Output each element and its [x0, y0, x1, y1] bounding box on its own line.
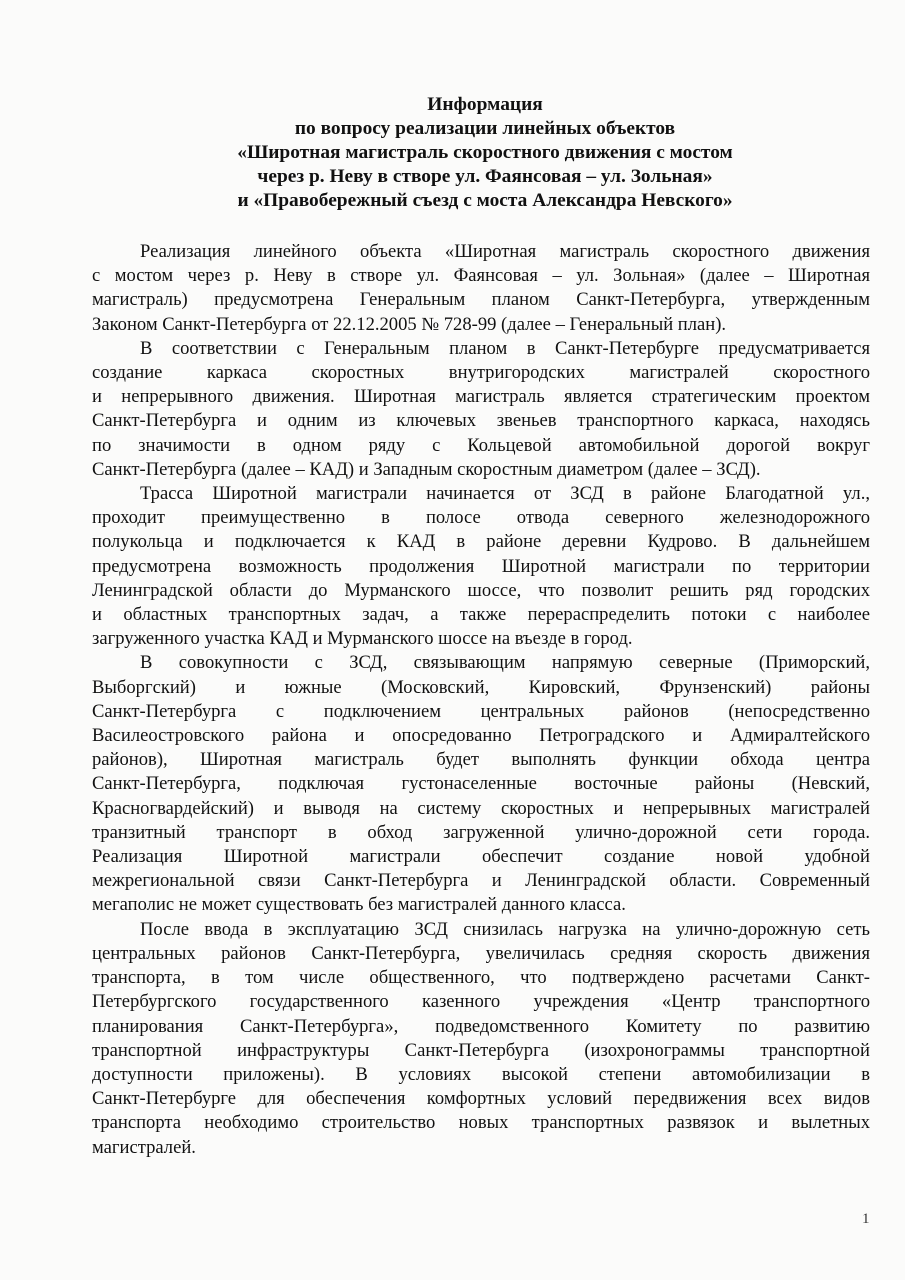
text-line: Законом Санкт-Петербурга от 22.12.2005 № 728-99 (далее – Генеральный план). — [92, 313, 727, 335]
text-line: и непрерывного движения. Широтная магистраль является стратегическим проектом — [92, 386, 870, 408]
text-line: Реализация Широтной магистрали обеспечит создание новой удобной — [92, 846, 870, 868]
text-line: После ввода в эксплуатацию ЗСД снизилась нагрузка на улично-дорожную сеть — [140, 918, 870, 940]
title-line: «Широтная магистраль скоростного движения с мостом — [237, 142, 733, 163]
text-line: межрегиональной связи Санкт-Петербурга и Ленинградской области. Современный — [92, 870, 870, 892]
title-line: через р. Неву в створе ул. Фаянсовая – ул. Зольная» — [257, 166, 713, 187]
text-line: по значимости в одном ряду с Кольцевой автомобильной дорогой вокруг — [92, 434, 870, 456]
text-line: мегаполис не может существовать без магистралей данного класса. — [92, 894, 626, 916]
text-line: Санкт-Петербурга и одним из ключевых звеньев транспортного каркаса, находясь — [92, 410, 870, 432]
text-line: транспорта необходимо строительство новых транспортных развязок и вылетных — [92, 1112, 870, 1134]
text-line: Красногвардейский) и выводя на систему скоростных и непрерывных магистралей — [92, 797, 870, 819]
text-line: доступности приложены). В условиях высокой степени автомобилизации в — [92, 1063, 870, 1085]
text-line: Реализация линейного объекта «Широтная магистраль скоростного движения — [140, 241, 870, 262]
text-line: планирования Санкт-Петербурга», подведомственного Комитету по развитию — [92, 1015, 870, 1037]
text-line: Ленинградской области до Мурманского шоссе, что позволит решить ряд городских — [92, 579, 870, 601]
text-line: центральных районов Санкт-Петербурга, увеличилась средняя скорость движения — [92, 942, 870, 964]
text-line: В соответствии с Генеральным планом в Санкт-Петербурге предусматривается — [140, 337, 870, 359]
text-line: предусмотрена возможность продолжения Широтной магистрали по территории — [92, 555, 870, 577]
text-line: транспортной инфраструктуры Санкт-Петербурга (изохронограммы транспортной — [92, 1039, 870, 1061]
text-line: создание каркаса скоростных внутригородских магистралей скоростного — [92, 362, 870, 384]
text-line: транспорта, в том числе общественного, что подтверждено расчетами Санкт- — [92, 967, 870, 989]
document-body — [92, 240, 870, 1160]
text-line: проходит преимущественно в полосе отвода северного железнодорожного — [92, 507, 870, 529]
title-line: по вопросу реализации линейных объектов — [294, 118, 676, 139]
text-line: Санкт-Петербурга, подключая густонаселенные восточные районы (Невский, — [92, 773, 870, 795]
title-line: и «Правобережный съезд с моста Александра Невского» — [237, 190, 733, 211]
text-line: Петербургского государственного казенного учреждения «Центр транспортного — [92, 991, 870, 1013]
text-line: загруженного участка КАД и Мурманского шоссе на въезде в город. — [92, 628, 633, 650]
paragraph — [92, 240, 870, 337]
title-line: Информация — [427, 94, 543, 115]
text-line: с мостом через р. Неву в створе ул. Фаянсовая – ул. Зольная» (далее – Широтная — [92, 265, 870, 287]
text-line: транзитный транспорт в обход загруженной улично-дорожной сети города. — [92, 821, 870, 843]
text-line: Василеостровского района и опосредованно Петроградского и Адмиралтейского — [92, 725, 870, 747]
paragraph — [92, 651, 870, 917]
paragraph — [92, 337, 870, 482]
text-line: районов), Широтная магистраль будет выполнять функции обхода центра — [92, 749, 870, 771]
document-title — [60, 93, 905, 213]
page-number: 1 — [862, 1211, 870, 1227]
text-line: Санкт-Петербурга с подключением центральных районов (непосредственно — [92, 700, 870, 722]
text-line: магистралей. — [92, 1136, 196, 1158]
paragraph — [92, 918, 870, 1160]
text-line: Санкт-Петербурга (далее – КАД) и Западным скоростным диаметром (далее – ЗСД). — [92, 458, 761, 480]
text-line: и областных транспортных задач, а также перераспределить потоки с наиболее — [92, 604, 870, 626]
text-line: магистраль) предусмотрена Генеральным планом Санкт-Петербурга, утвержденным — [92, 289, 870, 311]
text-line: полукольца и подключается к КАД в районе деревни Кудрово. В дальнейшем — [92, 531, 870, 553]
text-line: В совокупности с ЗСД, связывающим напрямую северные (Приморский, — [140, 652, 870, 674]
text-line: Санкт-Петербурге для обеспечения комфортных условий передвижения всех видов — [92, 1088, 870, 1110]
text-line: Выборгский) и южные (Московский, Кировский, Фрунзенский) районы — [92, 676, 870, 698]
paragraph — [92, 482, 870, 651]
text-line: Трасса Широтной магистрали начинается от ЗСД в районе Благодатной ул., — [140, 483, 870, 505]
